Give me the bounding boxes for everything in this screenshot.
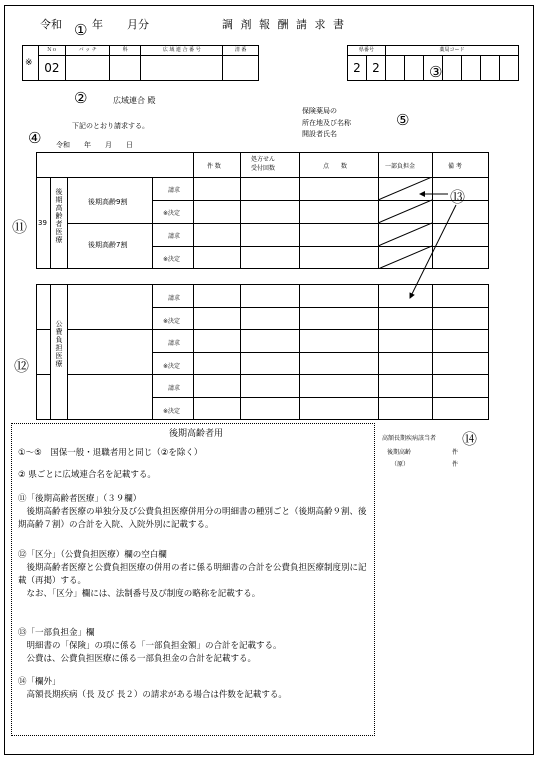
month-label: 月分 (127, 18, 149, 31)
row-decision: ※決定 (163, 318, 181, 325)
ka-value[interactable] (110, 56, 141, 81)
code-digit[interactable] (443, 56, 462, 81)
addressee: 広域連合 殿 (113, 96, 156, 105)
union-number-value[interactable] (141, 56, 223, 81)
section2-label: 公費負担医療 (55, 320, 63, 368)
code-digit[interactable] (386, 56, 405, 81)
col-count: 件 数 (207, 163, 221, 170)
code-digit[interactable] (405, 56, 424, 81)
form-title: 調 剤 報 酬 請 求 書 (222, 18, 346, 31)
marker-2: ② (74, 89, 88, 107)
marker-13: ⑬ (450, 188, 466, 206)
marker-5: ⑤ (396, 111, 410, 129)
date-line: 令和 年 月 日 (56, 141, 133, 149)
pref-digit[interactable]: 2 (367, 56, 386, 81)
row-request: 請求 (168, 340, 181, 347)
row-decision: ※決定 (163, 256, 181, 263)
no-header: Ｎｏ (39, 46, 66, 56)
asterisk-mark: ※ (25, 58, 33, 68)
marker-14: ⑭ (462, 430, 478, 448)
code-digit[interactable] (462, 56, 481, 81)
col-remarks: 備 考 (448, 163, 462, 170)
row-decision: ※決定 (163, 210, 181, 217)
union-number-header: 広 域 連 合 番 号 (141, 46, 223, 56)
group-9wari: 後期高齢9割 (88, 198, 128, 206)
pref-number-header: 県番号 (348, 46, 386, 56)
pharmacy-info-2: 所在地及び名称 (302, 119, 351, 127)
year-label: 年 (92, 18, 103, 31)
notes-heading: 後期高齢者用 (169, 429, 224, 439)
note-2: ② 県ごとに広域連合名を記載する。 (18, 470, 156, 480)
col-points: 点 数 (323, 163, 348, 170)
long-term-unit2: 件 (452, 461, 459, 468)
seiban-header: 清 番 (223, 46, 259, 56)
section1-code: 39 (38, 219, 47, 227)
no-value[interactable]: 02 (39, 56, 66, 81)
note-13: ⑬「一部負担金」欄 明細書の「保険」の項に係る「一部負担金額」の合計を記載する。 公費は、公費負担医療に係る一部負担金の合計を記載する。 (18, 628, 282, 664)
ka-header: 科 (110, 46, 141, 56)
row-request: 請求 (168, 233, 181, 240)
pharmacy-info-3: 開設者氏名 (302, 130, 337, 138)
section1-label: 後期高齢者医療 (55, 188, 63, 244)
request-text: 下記のとおり請求する。 (72, 122, 149, 130)
marker-13-arrows (400, 180, 470, 305)
row-request: 請求 (168, 385, 181, 392)
row-request: 請求 (168, 187, 181, 194)
note-14: ⑭「欄外」 高額長期疾病（長 及び 長２）の請求がある場合は件数を記載する。 (18, 677, 287, 700)
marker-11: ⑪ (12, 218, 28, 236)
marker-12: ⑫ (14, 357, 30, 375)
marker-4: ④ (28, 129, 42, 147)
era-label: 令和 (40, 18, 62, 31)
pref-digit[interactable]: 2 (348, 56, 367, 81)
note-11: ⑪「後期高齢者医療」（３９欄） 後期高齢者医療の単独分及び公費負担医療併用分の明細書の種別ごと（後期高齢９割、後期高齢７割）の合計を入院、入院外別に記載する。 (18, 494, 367, 530)
code-digit[interactable] (500, 56, 519, 81)
code-digit[interactable] (481, 56, 500, 81)
note-12: ⑫「区分」（公費負担医療）欄の空白欄 後期高齢者医療と公費負担医療の併用の者に係る明細書の合計を公費負担医療制度別に記載（再掲）する。 なお、「区分」欄には、法制番号及び制度の略称を記載する。 (18, 550, 367, 599)
col-rx-count: 処方せん 受付回数 (251, 156, 276, 172)
batch-header: バ ッ チ (65, 46, 110, 56)
pharmacy-info-1: 保険薬局の (302, 107, 337, 115)
seiban-value[interactable] (223, 56, 259, 81)
marker-3: ③ (429, 63, 443, 81)
long-term-line1: 後期高齢 (387, 449, 412, 456)
long-term-title: 高額長期疾病該当者 (382, 435, 437, 442)
row-request: 請求 (168, 295, 181, 302)
long-term-line2: （原） (391, 461, 410, 468)
marker-1: ① (74, 21, 88, 39)
col-copay: 一部負担金 (385, 163, 416, 170)
id-table (38, 45, 259, 81)
long-term-unit1: 件 (452, 449, 459, 456)
batch-value[interactable] (65, 56, 110, 81)
pharmacy-code-header: 薬局コード (386, 46, 519, 56)
note-1: ①～⑤ 国保一般・退職者用と同じ（②を除く） (18, 448, 203, 458)
group-7wari: 後期高齢7割 (88, 241, 128, 249)
row-decision: ※決定 (163, 363, 181, 370)
row-decision: ※決定 (163, 408, 181, 415)
